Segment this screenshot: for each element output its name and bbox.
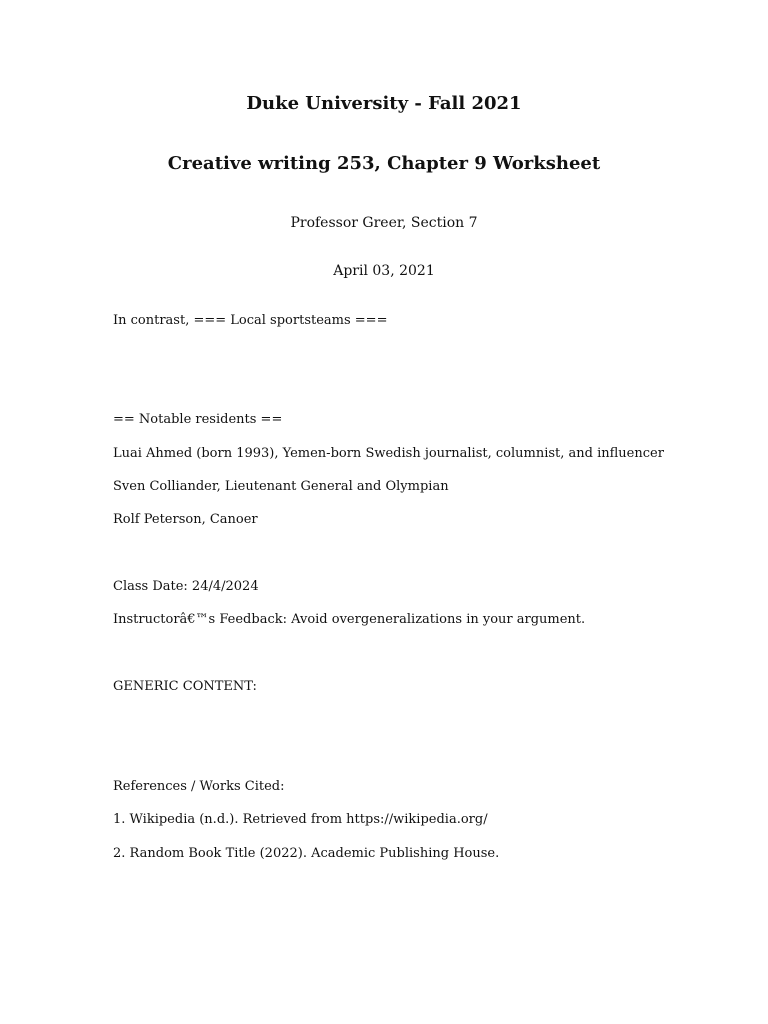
professor-line: Professor Greer, Section 7 [290, 215, 478, 231]
references-heading: References / Works Cited: [113, 779, 285, 794]
reference-item: 2. Random Book Title (2022). Academic Publishing House. [113, 846, 500, 861]
worksheet-title: Creative writing 253, Chapter 9 Worksheet [167, 153, 601, 174]
generic-content-label: GENERIC CONTENT: [113, 679, 257, 694]
resident-item: Sven Colliander, Lieutenant General and Olympian [113, 479, 449, 494]
resident-item: Luai Ahmed (born 1993), Yemen-born Swedish journalist, columnist, and influencer [113, 446, 664, 461]
date-line: April 03, 2021 [333, 263, 435, 279]
reference-item: 1. Wikipedia (n.d.). Retrieved from https://wikipedia.org/ [113, 812, 488, 827]
class-date: Class Date: 24/4/2024 [113, 579, 259, 594]
resident-item: Rolf Peterson, Canoer [113, 512, 258, 527]
residents-heading: == Notable residents == [113, 412, 283, 427]
university-heading: Duke University - Fall 2021 [246, 93, 522, 114]
instructor-feedback: Instructorâ€™s Feedback: Avoid overgeneralizations in your argument. [113, 612, 586, 627]
contrast-paragraph: In contrast, === Local sportsteams === [113, 313, 388, 328]
